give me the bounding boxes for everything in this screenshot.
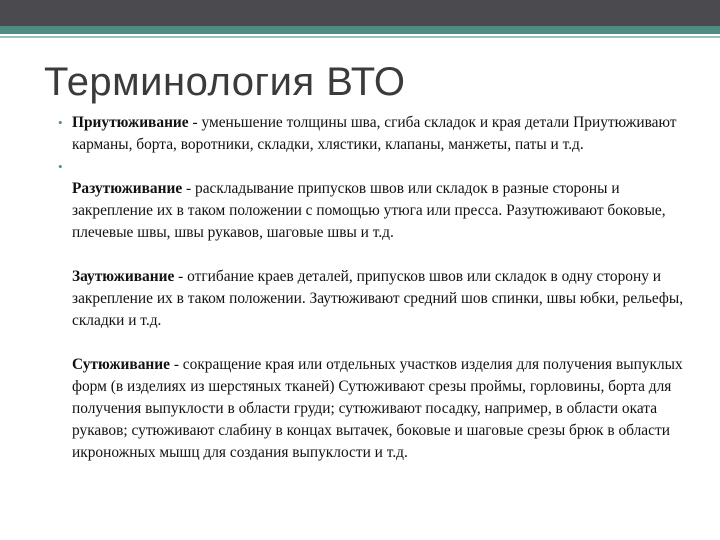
term-label: Приутюживание	[72, 114, 189, 131]
bullet-icon: •	[58, 159, 63, 174]
slide-title: Терминология ВТО	[44, 60, 406, 104]
paragraph	[72, 178, 688, 244]
term-label: Заутюживание	[72, 268, 175, 285]
term-label: Разутюживание	[72, 180, 183, 197]
spacer	[72, 332, 688, 354]
spacer	[72, 156, 688, 178]
term-definition: - отгибание краев деталей, припусков швов или складок в одну сторону и закрепление их в таком положении. Заутюживают средний шов спинки, швы юбки, рельефы, складки и т.д.	[72, 268, 684, 329]
list-item	[58, 156, 688, 464]
header-bar	[0, 0, 720, 26]
accent-line	[0, 36, 720, 38]
spacer	[72, 244, 688, 266]
term-definition: - уменьшение толщины шва, сгиба складок и края детали Приутюживают карманы, борта, воротники, складки, хлястики, клапаны, манжеты, паты и т.д.	[72, 114, 677, 153]
paragraph	[72, 266, 688, 332]
slide-content	[58, 112, 688, 464]
paragraph	[72, 354, 688, 464]
term-definition: - раскладывание припусков швов или складок в разные стороны и закрепление их в таком положении с помощью утюга или пресса. Разутюживают боковые, плечевые швы, швы рукавов, шаговые швы и т.д.	[72, 180, 666, 241]
term-definition: - сокращение края или отдельных участков изделия для получения выпуклых форм (в изделиях из шерстяных тканей) Сутюживают срезы проймы, горловины, борта для получения выпуклости в области груди; сутюживают посадку, например, в области оката рукавов; сутюживают слабину в концах вытачек, боковые и шаговые срезы брюк в области икроножных мышц для создания выпуклости и т.д.	[72, 356, 683, 461]
term-label: Сутюживание	[72, 356, 170, 373]
accent-stripe	[0, 26, 720, 34]
bullet-icon: •	[58, 115, 63, 130]
list-item	[58, 112, 688, 156]
